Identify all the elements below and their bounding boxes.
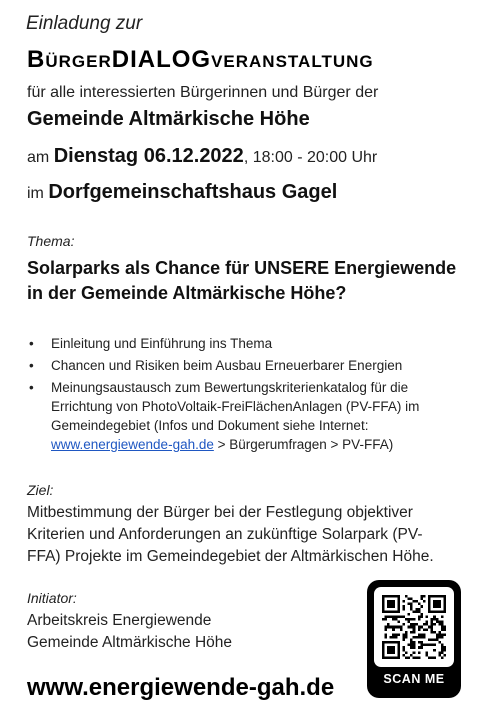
topic-line-2: in der Gemeinde Altmärkische Höhe? [27, 283, 347, 303]
website-url: www.energiewende-gah.de [27, 674, 335, 701]
bullet-icon: • [29, 336, 34, 351]
event-title [27, 46, 374, 74]
initiator-text: Arbeitskreis Energiewende Gemeinde Altmärkische Höhe [27, 612, 233, 651]
initiator-label: Initiator: [27, 590, 77, 606]
agenda-item: • Meinungsaustausch zum Bewertungskriterienkatalog für die Errichtung von PhotoVoltaik-FreiFlächenAnlagen (PV-FFA) im Gemeindegebiet (Infos und Dokument siehe Internet: www.energiewende-gah.de > Bürgerumfragen > PV-FFA) [29, 380, 420, 452]
bullet-icon: • [29, 358, 34, 373]
invitation-intro: Einladung zur [26, 13, 143, 34]
agenda-item: • Einleitung und Einführung ins Thema [29, 336, 273, 351]
agenda-item: • Chancen und Risiken beim Ausbau Erneuerbarer Energien [29, 358, 403, 373]
event-date: Dienstag 06.12.2022 [53, 145, 244, 167]
topic-line-1: Solarparks als Chance für UNSERE Energiewende [27, 258, 457, 278]
goal-label: Ziel: [27, 482, 54, 498]
topic-label: Thema: [27, 233, 75, 249]
agenda-list [27, 334, 477, 457]
qr-scan-caption: SCAN ME [383, 672, 445, 686]
event-time: , 18:00 - 20:00 Uhr [243, 149, 378, 166]
qr-code-card[interactable] [367, 580, 461, 698]
bullet-icon: • [29, 380, 34, 395]
website-link[interactable]: www.energiewende-gah.de [51, 437, 214, 452]
place-prefix: im [27, 185, 44, 202]
title-part-buerger: ÜRGER [45, 52, 112, 71]
title-part-dialog: DIALOG [111, 46, 212, 73]
qr-code-icon [374, 587, 454, 667]
title-part-veranstaltung: VERANSTALTUNG [211, 52, 374, 71]
date-prefix: am [27, 149, 50, 166]
event-date-line [27, 145, 377, 168]
municipality-name: Gemeinde Altmärkische Höhe [27, 108, 310, 130]
audience-line: für alle interessierten Bürgerinnen und Bürger der [27, 84, 379, 101]
event-place-line [27, 181, 337, 204]
goal-text: Mitbestimmung der Bürger bei der Festlegung objektiver Kriterien und Anforderungen an zukünftige Solarpark (PV- FFA) Projekte im Gemeindegebiet der Altmärkischen Höhe. [27, 504, 434, 565]
title-initial: B [27, 46, 46, 73]
topic-heading [27, 256, 456, 306]
event-place: Dorfgemeinschaftshaus Gagel [48, 181, 338, 203]
